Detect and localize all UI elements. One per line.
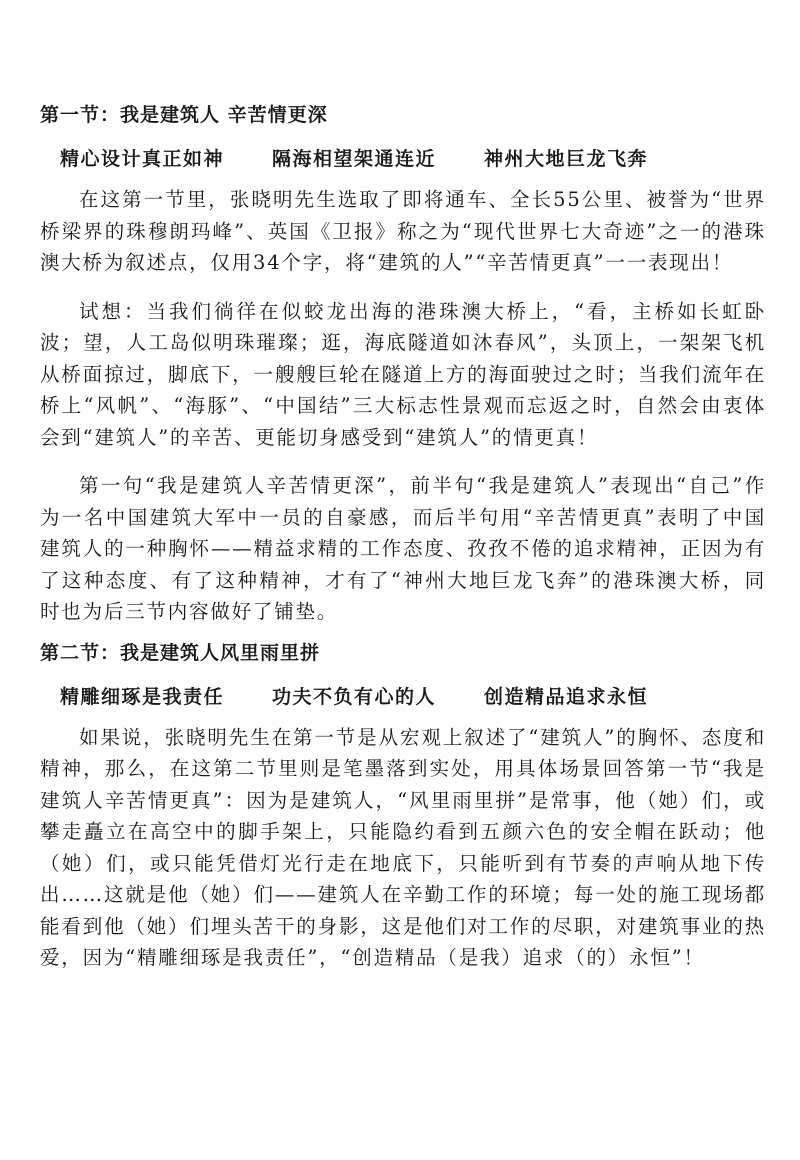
section-1-subtitle-phrase: 神州大地巨龙飞奔 — [484, 148, 649, 170]
section-2-subtitle-phrase: 功夫不负有心的人 — [272, 685, 437, 708]
paragraph: 如果说，张晓明先生在第一节是从宏观上叙述了“建筑人”的胸怀、态度和精神，那么，在这第二节里则是笔墨落到实处，用具体场景回答第一节“我是建筑人辛苦情更真”：因为是建筑人，“风里雨里拼”是常事，他（她）们，或攀走矗立在高空中的脚手架上，只能隐约看到五颜六色的安全帽在跃动；他（她）们，或只能凭借灯光行走在地底下，只能听到有节奏的声响从地下传出……这就是他（她）们——建筑人在辛勤工作的环境；每一处的施工现场都能看到他（她）们埋头苦干的身影，这是他们对工作的尽职，对建筑事业的热爱，因为“精雕细琢是我责任”，“创造精品（是我）追求（的）永恒”！ — [40, 725, 766, 969]
section-2-subtitle — [40, 682, 766, 712]
document-page — [40, 100, 766, 974]
paragraph: 第一句“我是建筑人辛苦情更深”，前半句“我是建筑人”表现出“自己”作为一名中国建筑大军中一员的自豪感，而后半句用“辛苦情更真”表明了中国建筑人的一种胸怀——精益求精的工作态度、孜孜不倦的追求精神，正因为有了这种态度、有了这种精神，才有了“神州大地巨龙飞奔”的港珠澳大桥，同时也为后三节内容做好了铺垫。 — [40, 474, 766, 623]
section-2-subtitle-phrase: 精雕细琢是我责任 — [60, 685, 225, 708]
section-1-subtitle — [40, 144, 766, 174]
paragraph: 试想：当我们徜徉在似蛟龙出海的港珠澳大桥上，“看，主桥如长虹卧波；望，人工岛似明珠璀璨；逛，海底隧道如沐春风”，头顶上，一架架飞机从桥面掠过，脚底下，一艘艘巨轮在隧道上方的海面驶过之时；当我们流年在桥上“风帆”、“海豚”、“中国结”三大标志性景观而忘返之时，自然会由衷体会到“建筑人”的辛苦、更能切身感受到“建筑人”的情更真！ — [40, 299, 766, 449]
section-2-title: 第二节：我是建筑人风里雨里拼 — [40, 641, 321, 664]
section-1-subtitle-phrase: 隔海相望架通连近 — [272, 148, 437, 170]
section-1-title: 第一节：我是建筑人 辛苦情更深 — [40, 104, 328, 126]
section-1-subtitle-phrase: 精心设计真正如神 — [60, 148, 225, 170]
section-2-subtitle-phrase: 创造精品追求永恒 — [484, 685, 649, 708]
paragraph: 在这第一节里，张晓明先生选取了即将通车、全长55公里、被誉为“世界桥梁界的珠穆朗玛峰”、英国《卫报》称之为“现代世界七大奇迹”之一的港珠澳大桥为叙述点，仅用34个字，将“建筑的人”“辛苦情更真”一一表现出！ — [40, 188, 766, 274]
